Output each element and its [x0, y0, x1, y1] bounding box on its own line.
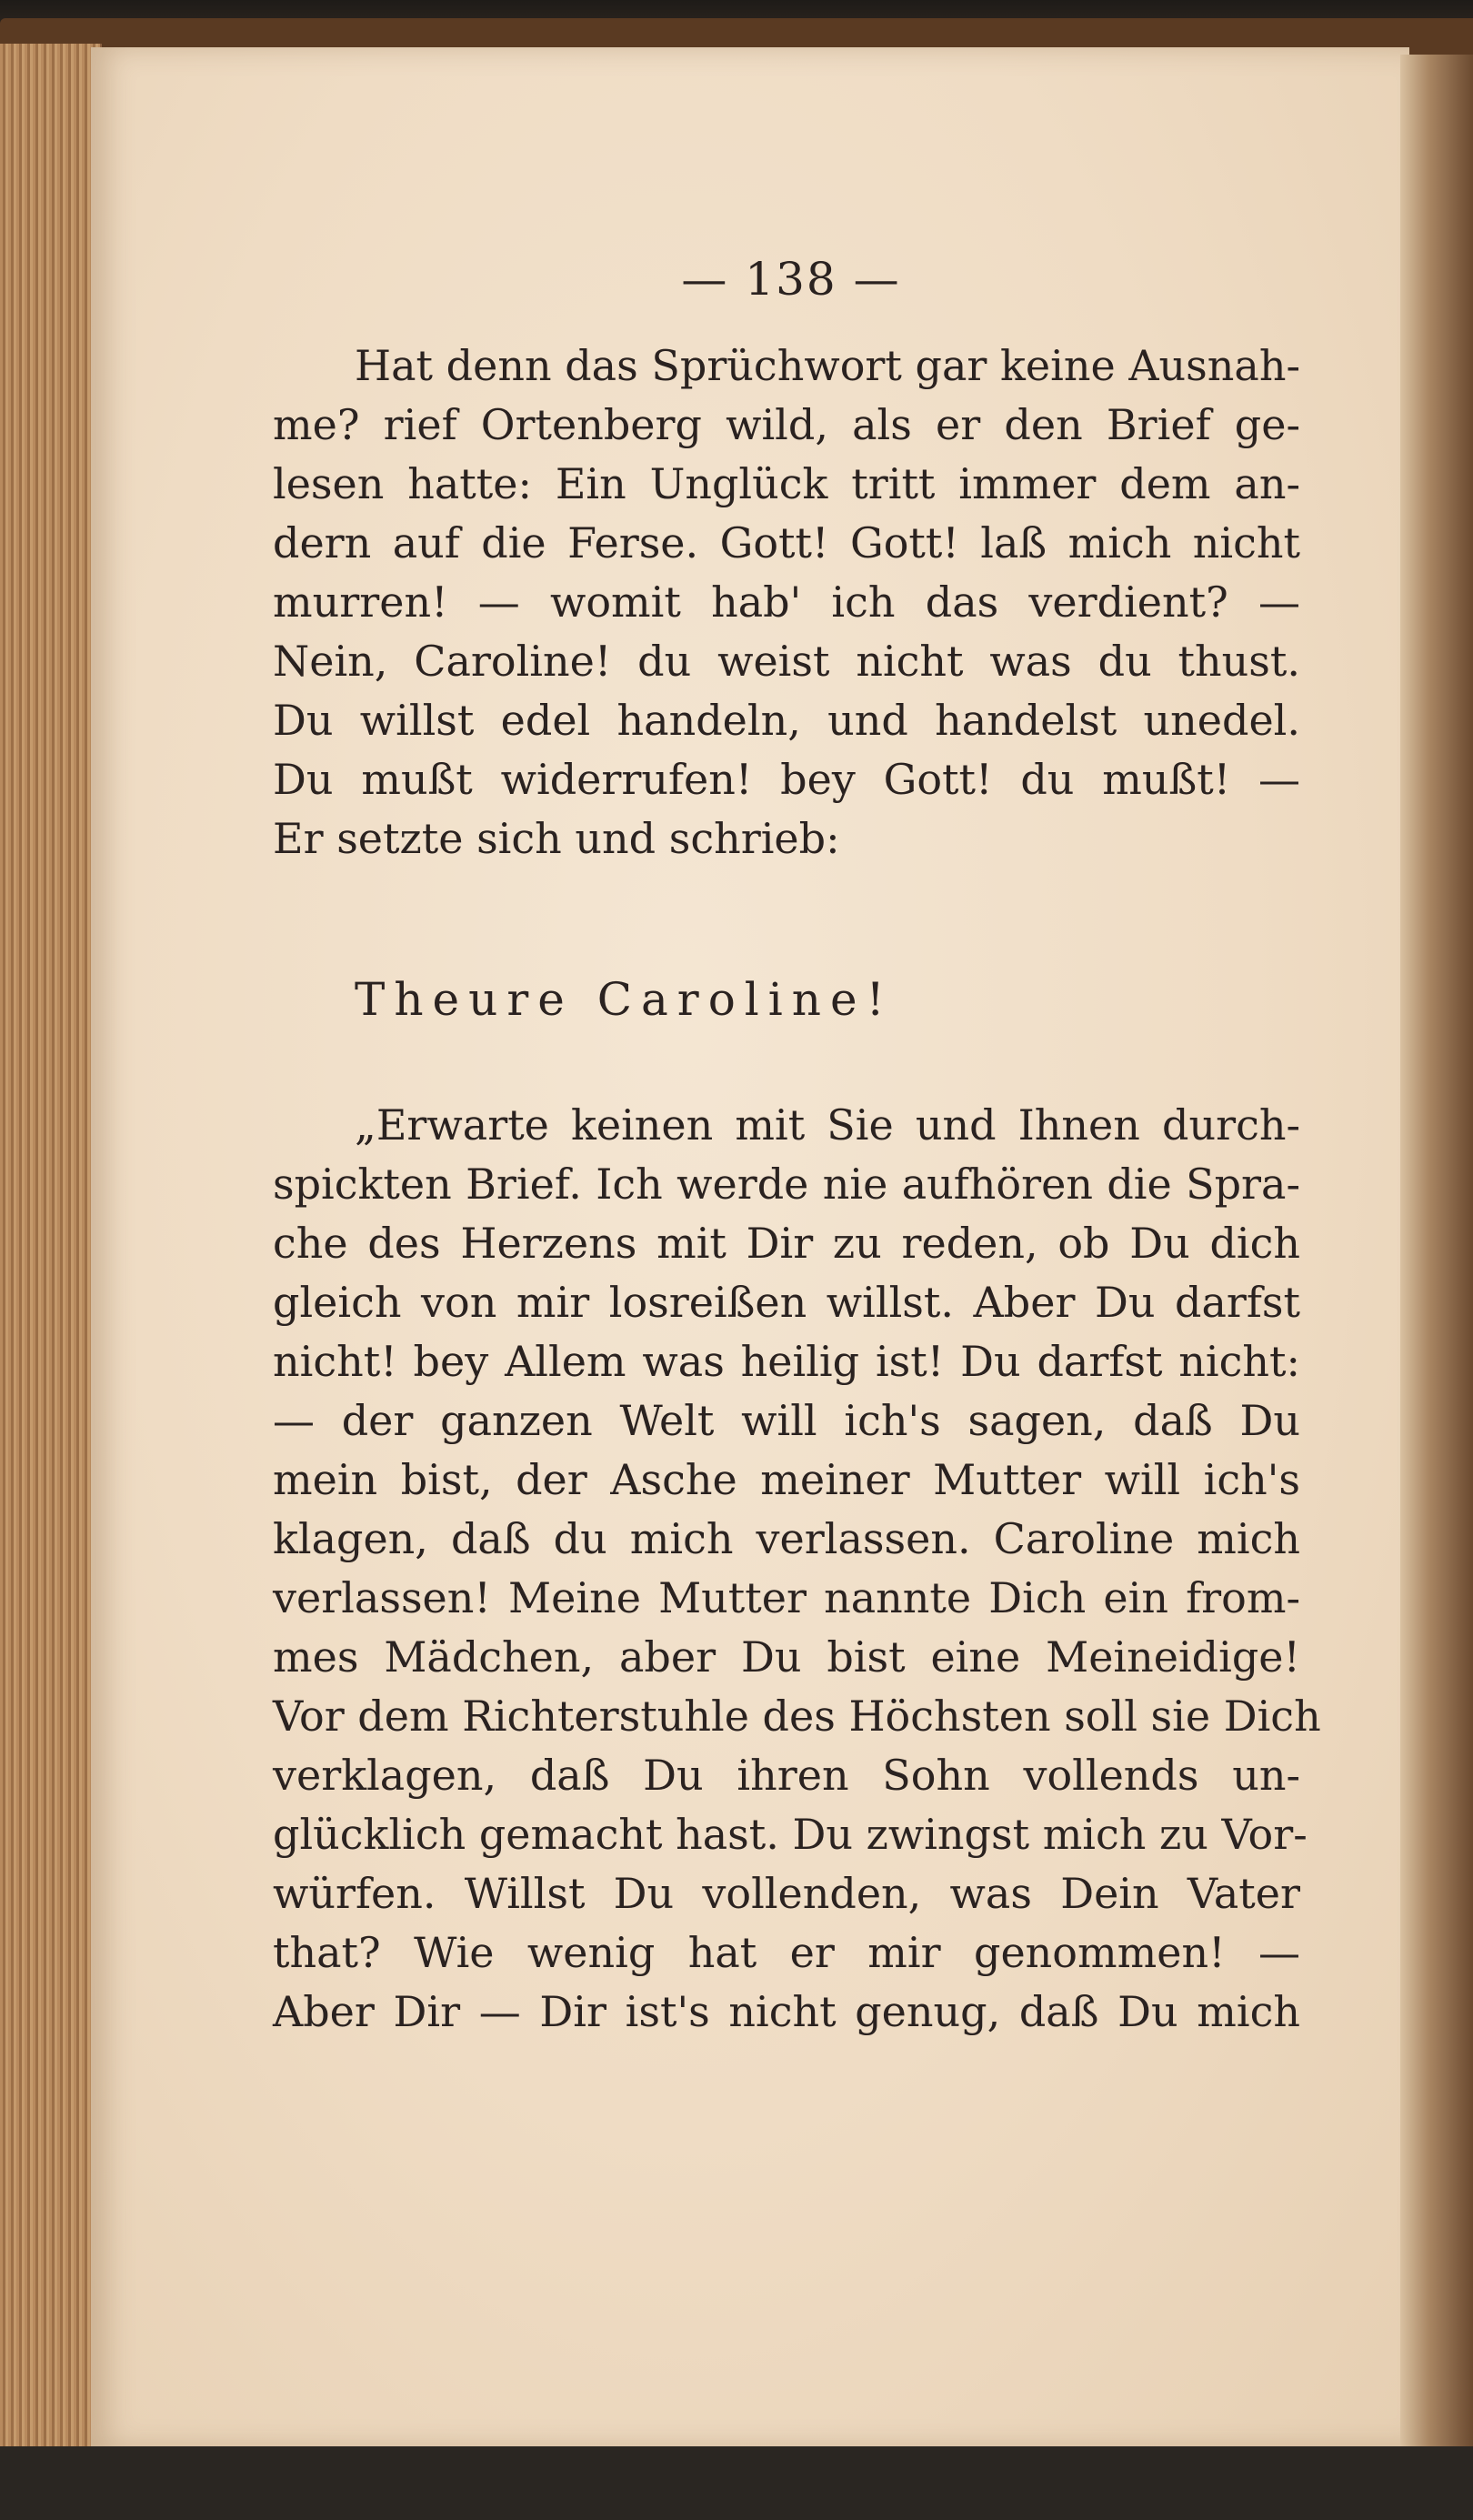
- text-line: gleich von mir losreißen willst. Aber Du darfst: [273, 1278, 1300, 1327]
- page-gutter-shadow: [1400, 55, 1473, 2455]
- text-line: lesen hatte: Ein Unglück tritt immer dem an-: [273, 459, 1300, 508]
- text-line: me? rief Ortenberg wild, als er den Brief ge-: [273, 400, 1300, 449]
- paragraph-1: [273, 336, 1300, 868]
- text-line: würfen. Willst Du vollenden, was Dein Vater: [273, 1869, 1300, 1918]
- text-line: che des Herzens mit Dir zu reden, ob Du dich: [273, 1219, 1300, 1268]
- text-line: — der ganzen Welt will ich's sagen, daß Du: [273, 1396, 1300, 1445]
- text-line: Hat denn das Sprüchwort gar keine Ausnah-: [355, 341, 1300, 390]
- scan-bottom: [0, 2446, 1473, 2520]
- text-line: mes Mädchen, aber Du bist eine Meineidige!: [273, 1632, 1300, 1682]
- text-line: mein bist, der Asche meiner Mutter will ich's: [273, 1455, 1300, 1504]
- page-edges: [0, 44, 102, 2454]
- text-line: klagen, daß du mich verlassen. Caroline mich: [273, 1514, 1300, 1563]
- text-line: Nein, Caroline! du weist nicht was du thust.: [273, 637, 1300, 686]
- text-line: Du mußt widerrufen! bey Gott! du mußt! —: [273, 755, 1300, 804]
- text-line: murren! — womit hab' ich das verdient? —: [273, 577, 1300, 627]
- text-line: Vor dem Richterstuhle des Höchsten soll sie Dich: [273, 1692, 1321, 1741]
- text-line: verlassen! Meine Mutter nannte Dich ein from-: [273, 1573, 1300, 1622]
- text-line: nicht! bey Allem was heilig ist! Du darfst nicht:: [273, 1337, 1300, 1386]
- text-line: Er setzte sich und schrieb:: [273, 814, 840, 863]
- paragraph-2: [273, 1096, 1321, 2042]
- text-line: spickten Brief. Ich werde nie aufhören die Spra-: [273, 1160, 1300, 1209]
- text-line: Du willst edel handeln, und handelst unedel.: [273, 696, 1300, 745]
- text-line: that? Wie wenig hat er mir genommen! —: [273, 1928, 1300, 1977]
- text-line: Aber Dir — Dir ist's nicht genug, daß Du mich: [273, 1987, 1300, 2036]
- text-line: glücklich gemacht hast. Du zwingst mich zu Vor-: [273, 1810, 1308, 1859]
- letter-salutation: Theure Caroline!: [355, 973, 894, 1026]
- text-line: dern auf die Ferse. Gott! Gott! laß mich nicht: [273, 518, 1300, 567]
- text-line: „Erwarte keinen mit Sie und Ihnen durch-: [355, 1100, 1300, 1150]
- page-number: — 138 —: [681, 253, 901, 306]
- text-line: verklagen, daß Du ihren Sohn vollends un-: [273, 1751, 1300, 1800]
